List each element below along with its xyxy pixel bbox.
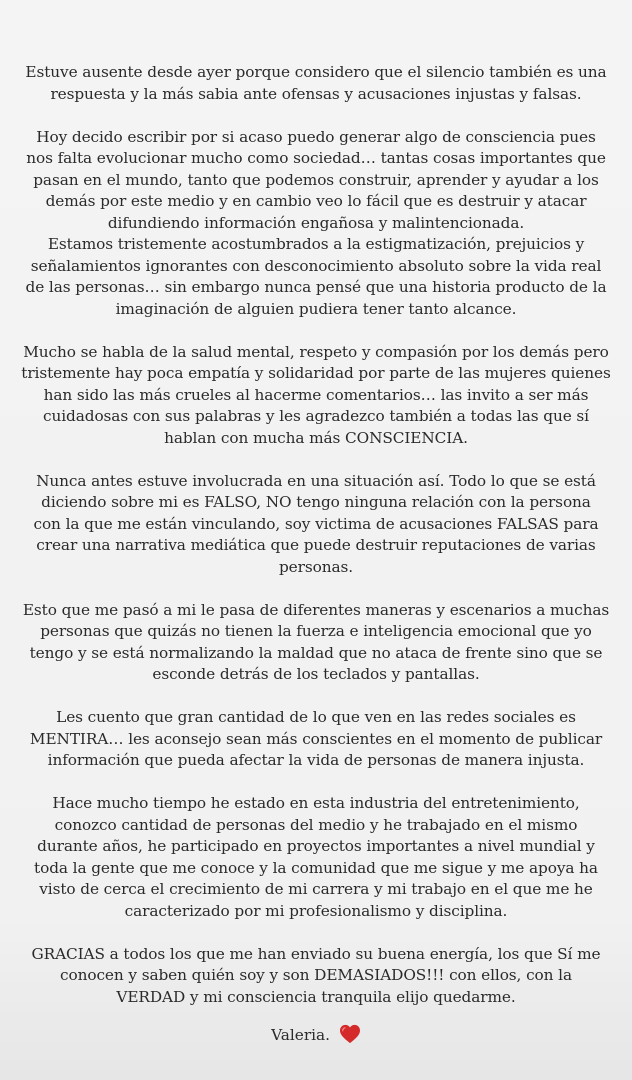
text-line: respuesta y la más sabia ante ofensas y acusaciones injustas y falsas. [50,84,582,103]
text-line: cuidadosas con sus palabras y les agradezco también a todas las que sí [43,407,589,425]
text-line: caracterizado por mi profesionalismo y disciplina. [124,901,508,920]
text-line: han sido las más crueles al hacerme comentarios… las invito a ser más [43,385,589,404]
text-line: durante años, he participado en proyectos importantes a nivel mundial y [37,837,595,855]
paragraph [14,707,618,772]
text-line: Estuve ausente desde ayer porque considero que el silencio también es una [25,63,607,81]
text-line: VERDAD y mi consciencia tranquila elijo quedarme. [116,987,516,1006]
text-line: demás por este medio y en cambio veo lo fácil que es destruir y atacar [45,192,587,210]
text-line: nos falta evolucionar mucho como sociedad… tantas cosas importantes que [26,149,606,167]
text-line: difundiendo información engañosa y malintencionada. [107,213,525,232]
text-line: pasan en el mundo, tanto que podemos construir, aprender y ayudar a los [33,170,599,189]
text-line: toda la gente que me conoce y la comunidad que me sigue y me apoya ha [34,858,598,877]
text-line: Esto que me pasó a mi le pasa de diferentes maneras y escenarios a muchas [22,600,610,619]
text-line: visto de cerca el crecimiento de mi carrera y mi trabajo en el que me he [39,880,593,898]
text-line: Estamos tristemente acostumbrados a la estigmatización, prejuicios y [47,235,585,253]
text-line: de las personas… sin embargo nunca pensé que una historia producto de la [25,278,607,296]
signature-name: Valeria. [271,1026,331,1044]
text-line: señalamientos ignorantes con desconocimiento absoluto sobre la vida real [30,256,602,275]
text-line: personas. [278,557,353,576]
text-line: tristemente hay poca empatía y solidaridad por parte de las mujeres quienes [21,364,611,382]
paragraph [14,600,618,686]
text-line: imaginación de alguien pudiera tener tanto alcance. [115,299,517,318]
signature-line [0,1024,632,1044]
text-line: MENTIRA… les aconsejo sean más conscientes en el momento de publicar [29,729,603,748]
paragraph [14,62,618,105]
text-line: Nunca antes estuve involucrada en una situación así. Todo lo que se está [36,471,596,490]
text-line: Les cuento que gran cantidad de lo que ven en las redes sociales es [56,708,576,726]
text-line: información que pueda afectar la vida de personas de manera injusta. [47,751,585,769]
text-line: crear una narrativa mediática que puede destruir reputaciones de varias [36,536,596,554]
text-line: Hoy decido escribir por si acaso puedo generar algo de consciencia pues [36,127,596,146]
story-text [14,62,618,1030]
red-heart-icon [339,1024,361,1044]
text-line: hablan con mucha más CONSCIENCIA. [164,428,468,447]
paragraph [14,793,618,922]
text-line: Hace mucho tiempo he estado en esta industria del entretenimiento, [52,794,580,812]
text-line: conocen y saben quién soy y son DEMASIADOS!!! con ellos, con la [60,966,572,984]
text-line: GRACIAS a todos los que me han enviado su buena energía, los que Sí me [31,944,601,963]
text-line: esconde detrás de los teclados y pantallas. [152,665,480,683]
paragraph [14,342,618,450]
paragraph [14,944,618,1009]
text-line: personas que quizás no tienen la fuerza e inteligencia emocional que yo [40,622,592,640]
paragraph [14,127,618,321]
text-line: tengo y se está normalizando la maldad que no ataca de frente sino que se [29,643,603,662]
paragraph [14,471,618,579]
text-line: diciendo sobre mi es FALSO, NO tengo ninguna relación con la persona [41,493,591,511]
text-line: con la que me están vinculando, soy victima de acusaciones FALSAS para [33,514,599,533]
text-line: conozco cantidad de personas del medio y he trabajado en el mismo [54,815,578,834]
text-line: Mucho se habla de la salud mental, respeto y compasión por los demás pero [23,342,609,361]
